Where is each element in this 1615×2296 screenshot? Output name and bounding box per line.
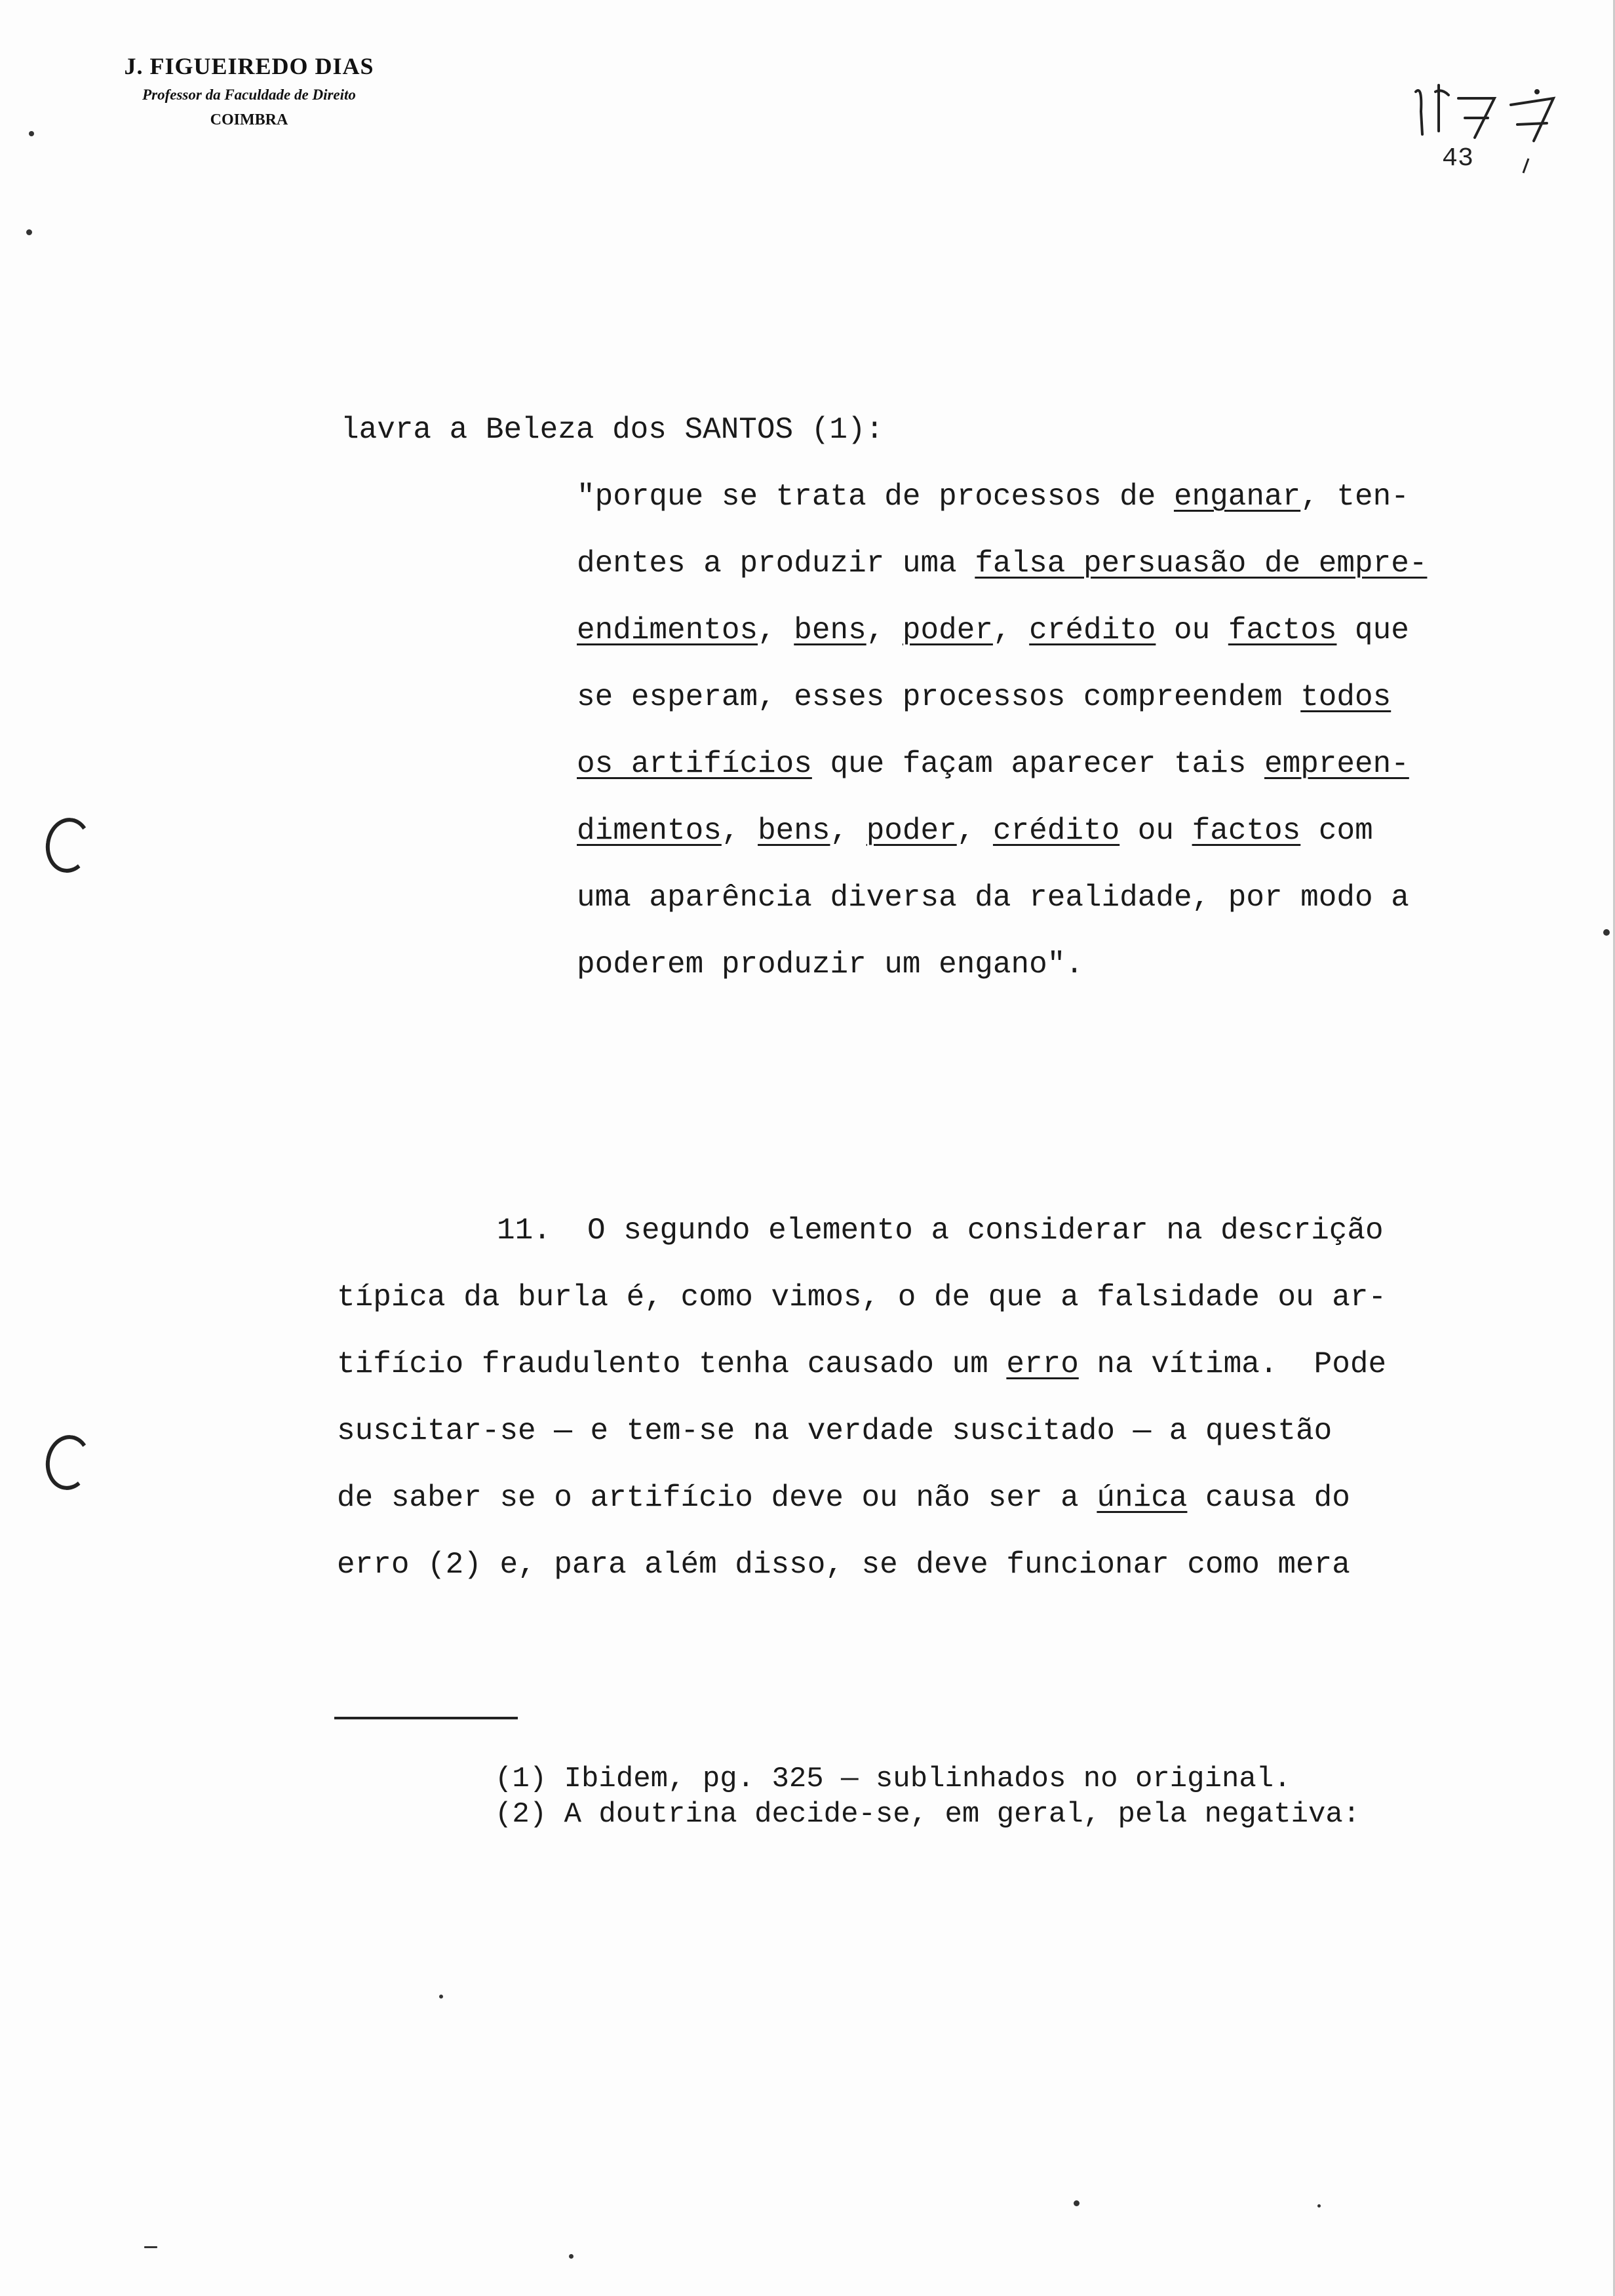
letterhead: [98, 52, 400, 129]
scan-speck: [1317, 2204, 1321, 2208]
quote-line-6: dimentos, bens, poder, crédito ou factos com: [577, 814, 1373, 848]
para-line-5: de saber se o artifício deve ou não ser a única causa do: [337, 1481, 1350, 1515]
quote-line-8: poderem produzir um engano".: [577, 947, 1083, 982]
para-line-3: tifício fraudulento tenha causado um erro na vítima. Pode: [337, 1347, 1387, 1381]
letterhead-name: J. FIGUEIREDO DIAS: [124, 53, 374, 79]
quote-line-3: endimentos, bens, poder, crédito ou factos que: [577, 613, 1409, 647]
scan-speck: [29, 131, 34, 136]
para-line-1: 11. O segundo elemento a considerar na descrição: [497, 1214, 1384, 1248]
quote-line-1: "porque se trata de processos de enganar, ten-: [577, 480, 1409, 514]
letterhead-role: Professor da Faculdade de Direito: [142, 86, 356, 103]
binder-hole-top: [42, 815, 94, 876]
scan-speck: [439, 1995, 443, 1999]
footnote-2: (2) A doutrina decide-se, em geral, pela negativa:: [495, 1798, 1361, 1831]
footnote-separator: [334, 1717, 518, 1719]
scan-speck: [144, 2246, 157, 2248]
quote-line-5: os artifícios que façam aparecer tais empreen-: [577, 747, 1409, 781]
para-line-4: suscitar-se — e tem-se na verdade suscitado — a questão: [337, 1414, 1333, 1448]
scan-speck: [1074, 2200, 1080, 2206]
para-line-2: típica da burla é, como vimos, o de que a falsidade ou ar-: [337, 1280, 1387, 1314]
quote-line-7: uma aparência diversa da realidade, por modo a: [577, 881, 1409, 915]
folio-mark: [1519, 156, 1532, 176]
scan-speck: [569, 2254, 574, 2259]
binder-hole-bottom: [42, 1432, 94, 1493]
para-line-6: erro (2) e, para além disso, se deve funcionar como mera: [337, 1548, 1350, 1582]
quote-line-4: se esperam, esses processos compreendem todos: [577, 680, 1391, 714]
letterhead-city: COIMBRA: [210, 111, 288, 128]
handwritten-folio-number: [1403, 72, 1573, 144]
quote-line-2: dentes a produzir uma falsa persuasão de empre-: [577, 546, 1428, 581]
footnote-1: (1) Ibidem, pg. 325 — sublinhados no original.: [495, 1763, 1291, 1795]
intro-line: lavra a Beleza dos SANTOS (1):: [341, 413, 884, 447]
page-number: 43: [1442, 144, 1474, 174]
scan-speck: [26, 229, 32, 235]
scan-speck: [1603, 929, 1610, 936]
